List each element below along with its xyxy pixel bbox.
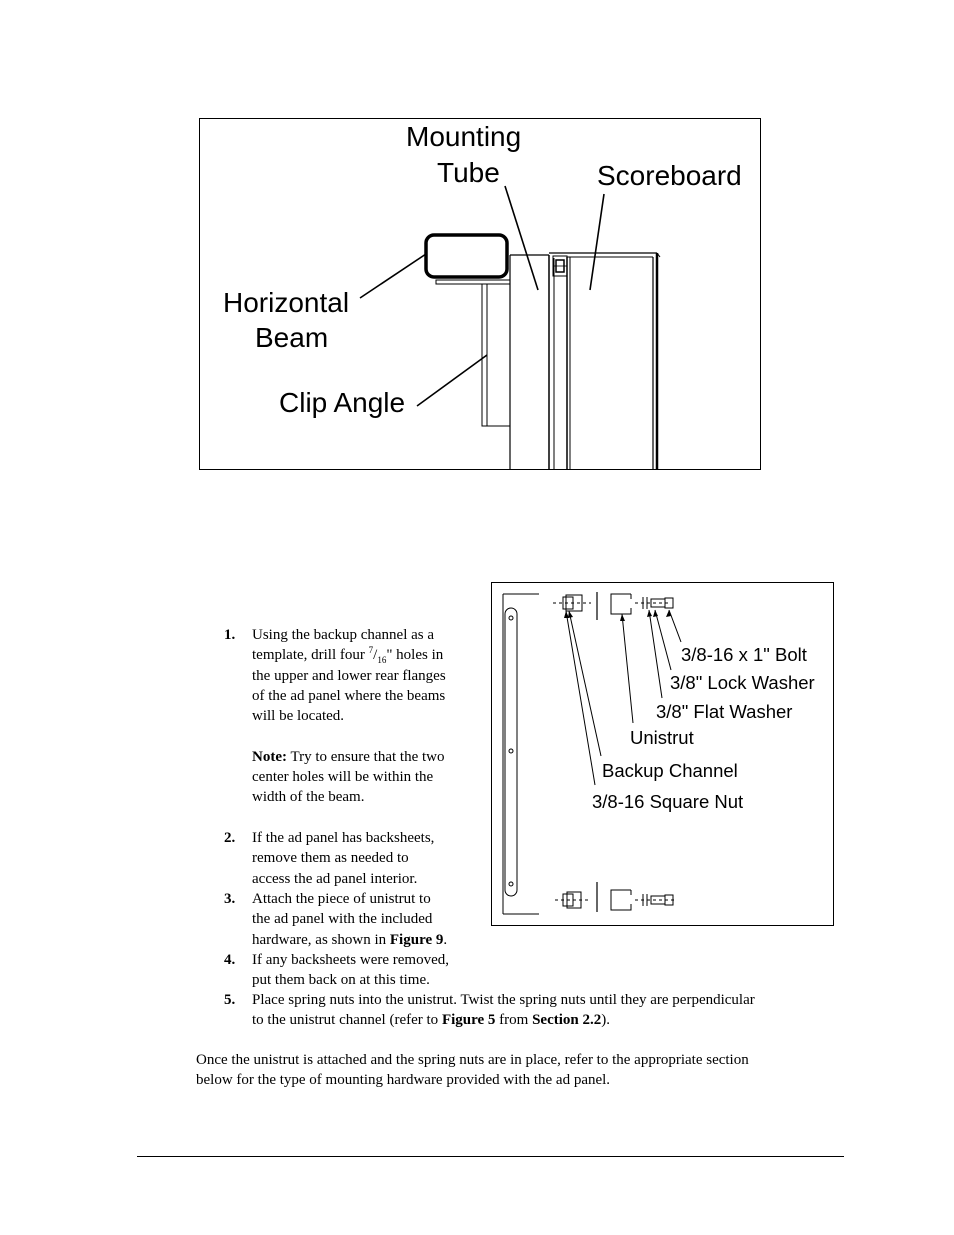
step-text-line: Place spring nuts into the unistrut. Twist the spring nuts until they are perpendicular bbox=[252, 992, 755, 1008]
step-1 bbox=[224, 625, 484, 815]
mounting-tube-shape bbox=[510, 255, 554, 470]
step-text-line: If the ad panel has backsheets, bbox=[252, 830, 435, 846]
step-body bbox=[252, 950, 449, 991]
step-text-line: hardware, as shown in Figure 9. bbox=[252, 931, 448, 948]
step-text-line: template, drill four $^7/_{16}$" holes in bbox=[252, 645, 444, 666]
step-number: 5. bbox=[224, 992, 236, 1008]
scoreboard-shape bbox=[549, 253, 660, 470]
leader-clip-angle bbox=[417, 355, 487, 406]
horizontal-beam-shape bbox=[426, 235, 507, 277]
step-5 bbox=[224, 990, 844, 1032]
label-horizontal-beam-line1: Horizontal bbox=[223, 287, 350, 318]
figure-border bbox=[492, 583, 834, 926]
step-text-line: put them back on at this time. bbox=[252, 972, 430, 989]
note-line: width of the beam. bbox=[252, 789, 365, 806]
figure-reference: Figure 9 bbox=[389, 931, 444, 948]
step-text-line: Using the backup channel as a bbox=[252, 627, 435, 643]
label-horizontal-beam-line2: Beam bbox=[255, 322, 329, 353]
leader-scoreboard bbox=[590, 194, 604, 290]
label-clip-angle: Clip Angle bbox=[279, 387, 406, 418]
note-line: center holes will be within the bbox=[252, 769, 434, 786]
fraction-slash: / bbox=[373, 647, 378, 664]
step-number: 1. bbox=[224, 627, 236, 643]
closing-paragraph bbox=[196, 1050, 841, 1091]
mounting-diagram bbox=[199, 118, 761, 470]
step-text-line: to the unistrut channel (refer to Figure 5 from Section 2.2). bbox=[252, 1012, 610, 1029]
hardware-arrowheads bbox=[564, 610, 671, 621]
step-2 bbox=[224, 828, 484, 890]
note-label: Note: bbox=[252, 748, 287, 765]
step-body bbox=[252, 828, 434, 889]
step-number: 3. bbox=[224, 891, 236, 907]
hardware-diagram bbox=[491, 582, 834, 926]
section-reference: Section 2.2 bbox=[532, 1012, 602, 1029]
figure-reference: Figure 5 bbox=[441, 1012, 496, 1029]
label-unistrut: Unistrut bbox=[630, 727, 694, 748]
step-body bbox=[252, 990, 755, 1031]
step-text-line: access the ad panel interior. bbox=[252, 870, 418, 887]
label-bolt: 3/8-16 x 1" Bolt bbox=[681, 644, 807, 665]
step-3 bbox=[224, 889, 484, 951]
step-number: 2. bbox=[224, 830, 236, 846]
step-body bbox=[252, 889, 447, 950]
step-text-line: will be located. bbox=[252, 708, 345, 725]
step-number: 4. bbox=[224, 952, 236, 968]
label-scoreboard: Scoreboard bbox=[597, 160, 742, 191]
label-lock-washer: 3/8" Lock Washer bbox=[670, 672, 815, 693]
step-text-line: the upper and lower rear flanges bbox=[252, 667, 446, 684]
step-4 bbox=[224, 950, 484, 992]
step-text-line: If any backsheets were removed, bbox=[252, 952, 449, 968]
step-text-line: of the ad panel where the beams bbox=[252, 687, 446, 704]
fraction-numerator: 7 bbox=[368, 645, 374, 656]
ad-panel-shape bbox=[503, 594, 539, 914]
step-body bbox=[252, 625, 446, 808]
hardware-stack-bottom bbox=[555, 882, 675, 912]
footer-rule bbox=[137, 1156, 844, 1157]
leader-horizontal-beam bbox=[360, 254, 426, 298]
label-mounting-tube-line2: Tube bbox=[437, 157, 500, 188]
step-text-line: remove them as needed to bbox=[252, 850, 409, 867]
note-line: Note: Try to ensure that the two bbox=[252, 748, 445, 765]
fraction-denominator: 16 bbox=[377, 655, 387, 666]
step-text-line: the ad panel with the included bbox=[252, 911, 433, 928]
closing-line: Once the unistrut is attached and the spring nuts are in place, refer to the appropriate section bbox=[196, 1052, 749, 1068]
closing-line: below for the type of mounting hardware provided with the ad panel. bbox=[196, 1072, 611, 1089]
label-backup-channel: Backup Channel bbox=[602, 760, 738, 781]
label-mounting-tube-line1: Mounting bbox=[406, 121, 522, 152]
label-square-nut: 3/8-16 Square Nut bbox=[592, 791, 744, 812]
clip-angle-shape bbox=[436, 280, 510, 426]
hardware-leaders bbox=[566, 610, 681, 785]
label-flat-washer: 3/8" Flat Washer bbox=[656, 701, 793, 722]
step-text-line: Attach the piece of unistrut to bbox=[252, 891, 431, 907]
